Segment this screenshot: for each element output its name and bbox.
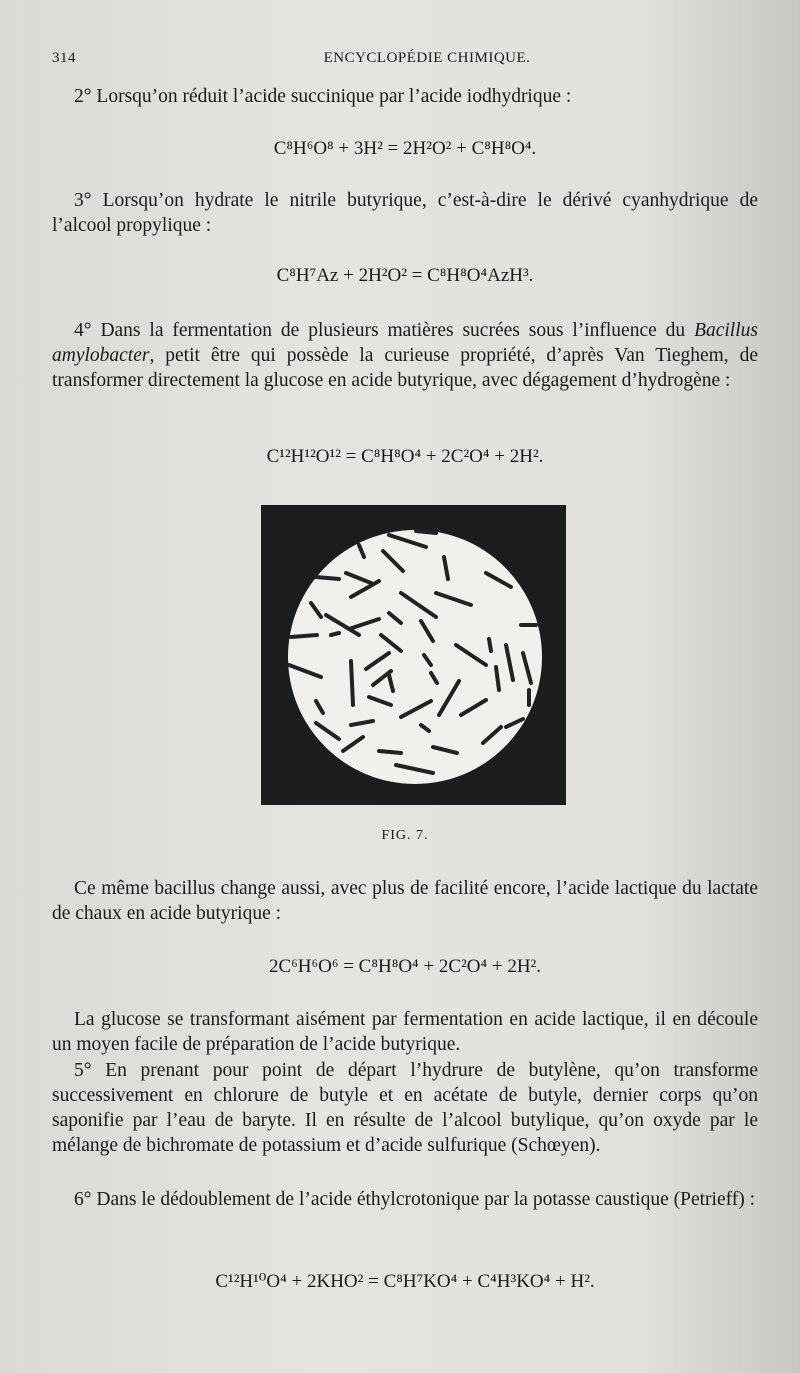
paragraph-3: 3° Lorsqu’on hydrate le nitrile butyrique, c’est-à-dire le dérivé cyanhydrique de l’alcool propylique : xyxy=(52,190,758,236)
bacillus-rod xyxy=(416,531,436,533)
equation-2: C⁸H⁶O⁸ + 3H² = 2H²O² + C⁸H⁸O⁴. xyxy=(273,138,537,159)
running-title: ENCYCLOPÉDIE CHIMIQUE. xyxy=(323,50,531,66)
paragraph-4-start: 4° Dans la fermentation de plusieurs matières sucrées sous l’influence du xyxy=(74,320,695,341)
bacillus-rod xyxy=(291,635,317,637)
page-header xyxy=(52,50,752,72)
bacillus-rod xyxy=(331,633,339,635)
bacillus-rod xyxy=(316,577,339,579)
equation-8: C¹²H¹⁰O⁴ + 2KHO² = C⁸H⁷KO⁴ + C⁴H³KO⁴ + H². xyxy=(215,1271,595,1292)
paragraph-7: 5° En prenant pour point de départ l’hydrure de butylène, qu’on transforme successivement en chlorure de butyle et en acétate de butyle, dernier corps qu’on saponifie par l’eau de baryte. Il en résulte de l’alcool butylique, qu’on oxyde par le mélange de bichromate de potassium et d’acide sulfurique (Schœyen). xyxy=(52,1060,758,1156)
figure-bacillus-microscope xyxy=(261,505,566,805)
equation-3: C⁸H⁷Az + 2H²O² = C⁸H⁸O⁴AzH³. xyxy=(276,265,534,286)
paragraph-2: 2° Lorsqu’on réduit l’acide succinique par l’acide iodhydrique : xyxy=(74,86,572,107)
paragraph-6: La glucose se transformant aisément par fermentation en acide lactique, il en découle un moyen facile de préparation de l’acide butyrique. xyxy=(52,1009,758,1055)
microscope-field xyxy=(288,530,542,784)
paragraph-8: 6° Dans le dédoublement de l’acide éthylcrotonique par la potasse caustique (Petrieff) : xyxy=(74,1189,756,1210)
species-name: Bacillus amylobacter xyxy=(52,320,758,366)
figure-caption: FIG. 7. xyxy=(381,828,429,843)
paragraph-5: Ce même bacillus change aussi, avec plus de facilité encore, l’acide lactique du lactate de chaux en acide butyrique : xyxy=(52,878,758,924)
bacillus-rod xyxy=(379,751,401,753)
equation-4: C¹²H¹²O¹² = C⁸H⁸O⁴ + 2C²O⁴ + 2H². xyxy=(266,446,544,467)
page-number: 314 xyxy=(52,50,76,66)
paragraph-4-end: , petit être qui possède la curieuse propriété, d’après Van Tieghem, de transformer directement la glucose en acide butyrique, avec dégagement d’hydrogène : xyxy=(52,345,758,391)
bacillus-rod xyxy=(351,661,353,705)
equation-5: 2C⁶H⁶O⁶ = C⁸H⁸O⁴ + 2C²O⁴ + 2H². xyxy=(268,956,541,977)
paragraph-4 xyxy=(52,318,758,393)
bacillus-rod xyxy=(489,639,491,651)
